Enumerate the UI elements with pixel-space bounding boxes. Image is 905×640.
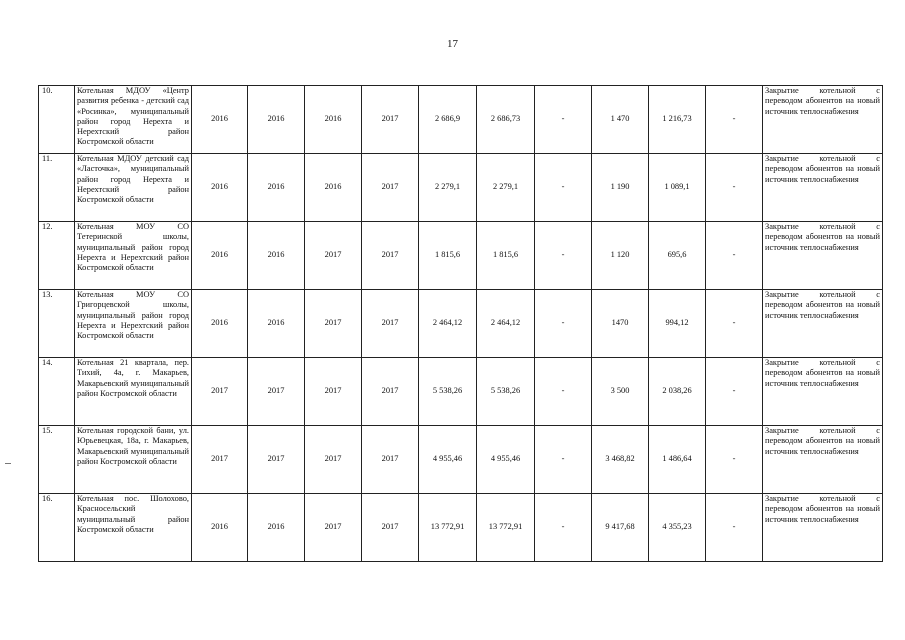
year-cell: 2017: [305, 494, 362, 562]
page-number: 17: [447, 38, 458, 50]
year-cell: 2016: [192, 222, 248, 290]
value-cell: 3 468,82: [592, 426, 649, 494]
value-cell: -: [535, 494, 592, 562]
value-cell: -: [535, 86, 592, 154]
note-cell: Закрытие котельной с переводом абонентов на новый источник теплоснабжения: [763, 86, 883, 154]
year-cell: 2017: [248, 426, 305, 494]
value-cell: 1 216,73: [649, 86, 706, 154]
year-cell: 2016: [248, 86, 305, 154]
row-number: 10.: [39, 86, 75, 154]
year-cell: 2017: [362, 426, 419, 494]
value-cell: -: [535, 290, 592, 358]
value-cell: 4 355,23: [649, 494, 706, 562]
value-cell: 1 089,1: [649, 154, 706, 222]
year-cell: 2017: [305, 358, 362, 426]
margin-mark: [5, 463, 11, 464]
value-cell: 5 538,26: [419, 358, 477, 426]
value-cell: 994,12: [649, 290, 706, 358]
year-cell: 2016: [305, 154, 362, 222]
note-cell: Закрытие котельной с переводом абонентов на новый источник теплоснабжения: [763, 154, 883, 222]
value-cell: -: [535, 426, 592, 494]
table-row: [39, 154, 883, 222]
value-cell: 2 686,73: [477, 86, 535, 154]
note-cell: Закрытие котельной с переводом абонентов на новый источник теплоснабжения: [763, 426, 883, 494]
year-cell: 2017: [362, 358, 419, 426]
value-cell: 4 955,46: [477, 426, 535, 494]
year-cell: 2016: [248, 154, 305, 222]
value-cell: -: [706, 426, 763, 494]
table-row: [39, 86, 883, 154]
value-cell: 4 955,46: [419, 426, 477, 494]
value-cell: 1 815,6: [419, 222, 477, 290]
value-cell: 13 772,91: [419, 494, 477, 562]
value-cell: 1 815,6: [477, 222, 535, 290]
object-name: Котельная пос. Шолохово, Красносельский муниципальный район Костромской области: [75, 494, 192, 562]
year-cell: 2017: [362, 222, 419, 290]
year-cell: 2016: [192, 154, 248, 222]
year-cell: 2016: [305, 86, 362, 154]
value-cell: 2 279,1: [477, 154, 535, 222]
table-row: [39, 358, 883, 426]
value-cell: 2 464,12: [477, 290, 535, 358]
value-cell: 1 120: [592, 222, 649, 290]
year-cell: 2017: [305, 222, 362, 290]
year-cell: 2017: [362, 290, 419, 358]
value-cell: 2 038,26: [649, 358, 706, 426]
year-cell: 2017: [192, 426, 248, 494]
year-cell: 2016: [248, 222, 305, 290]
value-cell: 695,6: [649, 222, 706, 290]
value-cell: -: [706, 290, 763, 358]
note-cell: Закрытие котельной с переводом абонентов на новый источник теплоснабжения: [763, 494, 883, 562]
row-number: 16.: [39, 494, 75, 562]
note-cell: Закрытие котельной с переводом абонентов на новый источник теплоснабжения: [763, 222, 883, 290]
object-name: Котельная городской бани, ул. Юрьевецкая, 18а, г. Макарьев, Макарьевский муниципальный район Костромской области: [75, 426, 192, 494]
year-cell: 2016: [192, 494, 248, 562]
value-cell: 9 417,68: [592, 494, 649, 562]
value-cell: -: [535, 222, 592, 290]
year-cell: 2017: [192, 358, 248, 426]
row-number: 13.: [39, 290, 75, 358]
object-name: Котельная МОУ СО Тетеринской школы, муниципальный район город Нерехта и Нерехтский район Костромской области: [75, 222, 192, 290]
row-number: 14.: [39, 358, 75, 426]
object-name: Котельная МДОУ детский сад «Ласточка», муниципальный район город Нерехта и Нерехтский район Костромской области: [75, 154, 192, 222]
value-cell: -: [706, 494, 763, 562]
value-cell: -: [535, 358, 592, 426]
value-cell: -: [706, 222, 763, 290]
value-cell: 1 190: [592, 154, 649, 222]
value-cell: -: [706, 358, 763, 426]
measures-table: [38, 85, 883, 562]
value-cell: 2 686,9: [419, 86, 477, 154]
table-row: [39, 494, 883, 562]
table-row: [39, 426, 883, 494]
row-number: 11.: [39, 154, 75, 222]
value-cell: 3 500: [592, 358, 649, 426]
object-name: Котельная МОУ СО Григорцевской школы, муниципальный район город Нерехта и Нерехтский район Костромской области: [75, 290, 192, 358]
value-cell: 5 538,26: [477, 358, 535, 426]
note-cell: Закрытие котельной с переводом абонентов на новый источник теплоснабжения: [763, 290, 883, 358]
value-cell: 13 772,91: [477, 494, 535, 562]
value-cell: 1470: [592, 290, 649, 358]
row-number: 12.: [39, 222, 75, 290]
object-name: Котельная 21 квартала, пер. Тихий, 4а, г. Макарьев, Макарьевский муниципальный район Костромской области: [75, 358, 192, 426]
year-cell: 2017: [362, 494, 419, 562]
object-name: Котельная МДОУ «Центр развития ребенка - детский сад «Росинка», муниципальный район город Нерехта и Нерехтский район Костромской области: [75, 86, 192, 154]
value-cell: 1 470: [592, 86, 649, 154]
value-cell: 1 486,64: [649, 426, 706, 494]
value-cell: 2 279,1: [419, 154, 477, 222]
value-cell: -: [706, 86, 763, 154]
year-cell: 2016: [192, 86, 248, 154]
table-row: [39, 290, 883, 358]
year-cell: 2016: [248, 494, 305, 562]
value-cell: -: [706, 154, 763, 222]
year-cell: 2017: [362, 154, 419, 222]
note-cell: Закрытие котельной с переводом абонентов на новый источник теплоснабжения: [763, 358, 883, 426]
value-cell: 2 464,12: [419, 290, 477, 358]
year-cell: 2017: [305, 290, 362, 358]
table-row: [39, 222, 883, 290]
year-cell: 2017: [248, 358, 305, 426]
year-cell: 2017: [305, 426, 362, 494]
year-cell: 2016: [192, 290, 248, 358]
row-number: 15.: [39, 426, 75, 494]
year-cell: 2016: [248, 290, 305, 358]
value-cell: -: [535, 154, 592, 222]
year-cell: 2017: [362, 86, 419, 154]
